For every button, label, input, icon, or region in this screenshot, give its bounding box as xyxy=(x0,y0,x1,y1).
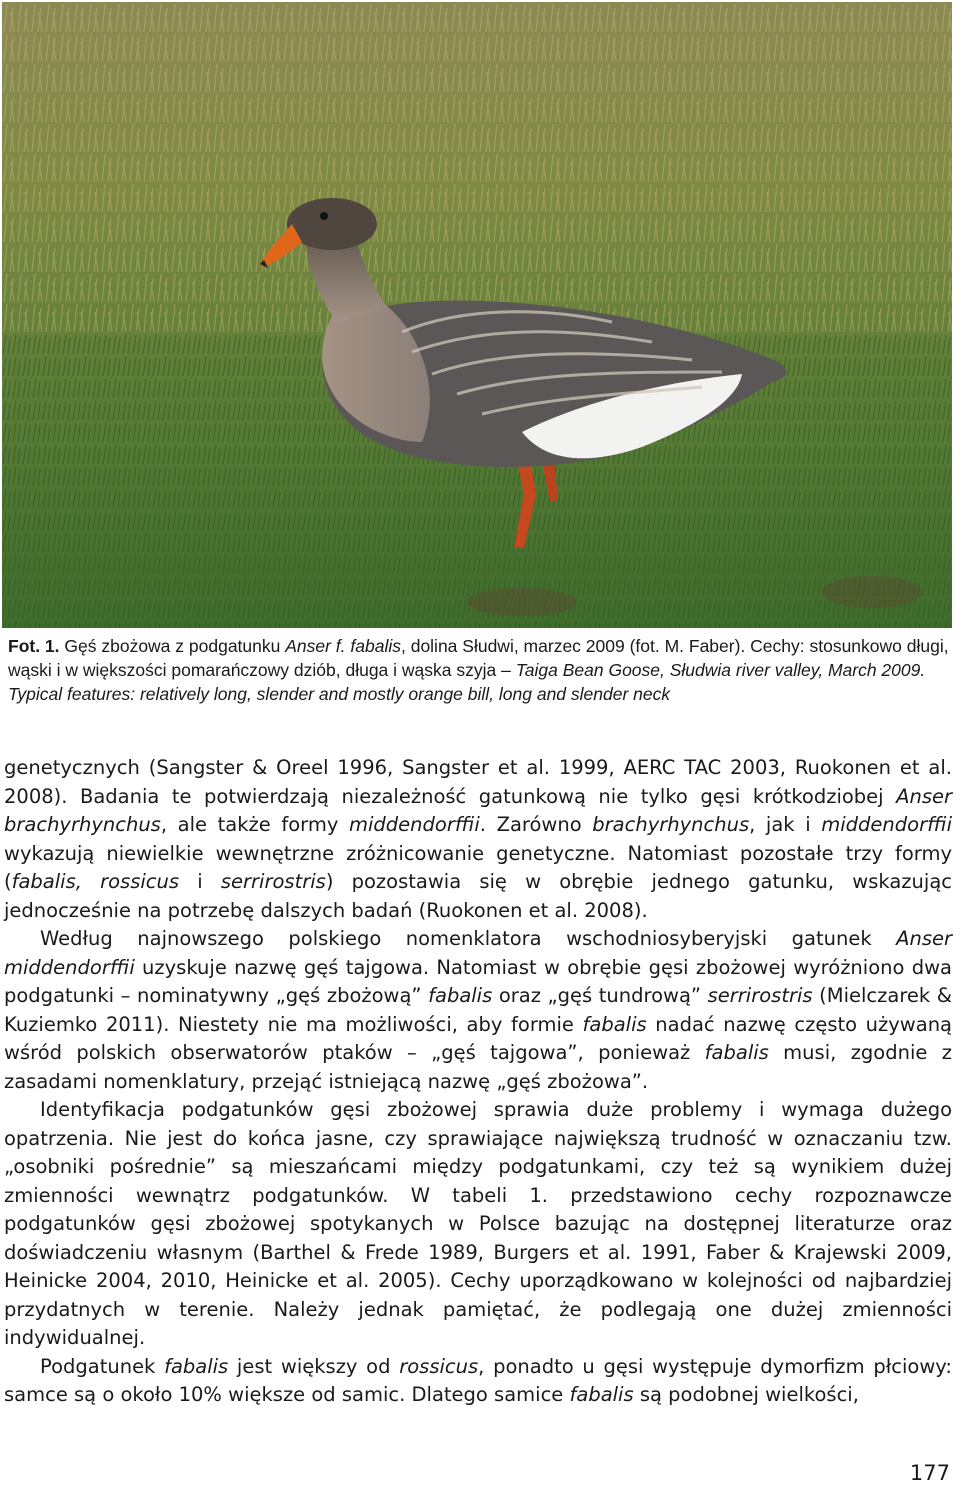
taxon-name: Anser middendorffii xyxy=(4,927,952,979)
taxon-name: fabalis xyxy=(582,1012,647,1036)
paragraph-2 xyxy=(4,925,952,1096)
taxon-name: fabalis, rossicus xyxy=(11,870,180,893)
taxon-name: middendorffii xyxy=(821,813,952,836)
taxon-name: brachyrhynchus xyxy=(592,813,750,836)
taxon-name: fabalis xyxy=(164,1354,229,1378)
taxon-name: serrirostris xyxy=(220,870,326,893)
text-run: musi, zgodnie z zasadami nomenklatury, przejąć istniejącą nazwę „gęś zbożowa”. xyxy=(4,1041,952,1093)
text-run: Identyfikacja podgatunków gęsi zbożowej sprawia duże problemy i wymaga dużego opatrzenia. Nie jest do końca jasne, czy sprawiające największą trudność w oznaczaniu tzw. „osobniki pośrednie” są mieszańcami między podgatunkami, czy też są wynikiem dużej zmienności wewnątrz podgatunków. W tabeli 1. przedstawiono cechy rozpoznawcze podgatunków gęsi zbożowej spotykanych w Polsce bazując na dostępnej literaturze oraz doświadczeniu własnym (Barthel & Frede 1989, Burgers et al. 1991, Faber & Krajewski 2009, Heinicke 2004, 2010, Heinicke et al. 2005). Cechy uporządkowano w kolejności od najbardziej przydatnych w terenie. Należy jednak pamiętać, że podlegają one dużej zmienności indywidualnej. xyxy=(4,1098,952,1349)
text-run: wykazują niewielkie wewnętrzne zróżnicowanie genetyczne. Natomiast pozostałe trzy formy ( xyxy=(4,841,952,893)
text-run: nadać nazwę często używaną wśród polskich obserwatorów ptaków – „gęś tajgowa”, ponieważ xyxy=(4,1012,953,1064)
text-run: oraz „gęś tundrową” xyxy=(492,984,708,1007)
text-run: genetycznych (Sangster & Oreel 1996, Sangster et al. 1999, AERC TAC 2003, Ruokonen et al. 2008). Badania te potwierdzają niezależność gatunkową nie tylko gęsi krótkodziobej xyxy=(4,756,952,808)
text-run: Podgatunek xyxy=(40,1354,165,1378)
taxon-name: serrirostris xyxy=(707,984,813,1007)
text-run: jest większy od xyxy=(228,1354,400,1378)
goose-eye xyxy=(320,212,328,220)
taxon-name: Anser brachyrhynchus xyxy=(4,784,952,836)
figure-label: Fot. 1. xyxy=(8,636,60,656)
text-run: są podobnej wielkości, xyxy=(633,1383,859,1406)
paragraph-1 xyxy=(4,754,952,925)
text-run: , jak i xyxy=(749,813,822,836)
caption-polish-part1: Gęś zbożowa z podgatunku xyxy=(59,636,286,656)
caption-english: Taiga Bean Goose, Słudwia river valley, March 2009. Typical features: relatively long, slender and mostly orange bill, long and slender neck xyxy=(8,660,926,704)
taxon-name: fabalis xyxy=(569,1383,634,1406)
taxon-name: fabalis xyxy=(428,984,493,1007)
goose-photo-illustration xyxy=(2,2,952,628)
taxon-name: fabalis xyxy=(704,1041,769,1064)
caption-polish-part2: , dolina Słudwi, marzec 2009 (fot. M. Faber). Cechy: stosunkowo długi, wąski i w większości pomarańczowy dziób, długa i wąska szyja – xyxy=(8,636,949,680)
goose-photo xyxy=(2,2,952,628)
text-run: . Zarówno xyxy=(479,813,593,836)
text-run: uzyskuje nazwę gęś tajgowa. Natomiast w obrębie gęsi zbożowej wyróżniono dwa podgatunki – nominatywny „gęś zbożową” xyxy=(4,955,952,1007)
figure-caption xyxy=(8,634,952,706)
page-number: 177 xyxy=(909,1461,950,1485)
text-run: Według najnowszego polskiego nomenklatora wschodniosyberyjski gatunek xyxy=(40,927,897,950)
text-run: i xyxy=(179,870,221,893)
paragraph-4 xyxy=(4,1353,952,1410)
paragraph-3 xyxy=(4,1096,952,1353)
taxon-name: rossicus xyxy=(399,1354,479,1378)
text-run: , ale także formy xyxy=(160,813,349,836)
text-run: , ponadto u gęsi występuje dymorfizm płciowy: samce są o około 10% większe od samic. Dlatego samice xyxy=(4,1354,952,1406)
text-run: ) pozostawia się w obrębie jednego gatunku, wskazując jednocześnie na potrzebę dalszych badań (Ruokonen et al. 2008). xyxy=(4,870,952,922)
text-run: (Mielczarek & Kuziemko 2011). Niestety nie ma możliwości, aby formie xyxy=(4,984,952,1036)
caption-taxon: Anser f. fabalis xyxy=(285,636,401,656)
taxon-name: middendorffii xyxy=(349,813,480,836)
body-text xyxy=(4,754,952,1410)
